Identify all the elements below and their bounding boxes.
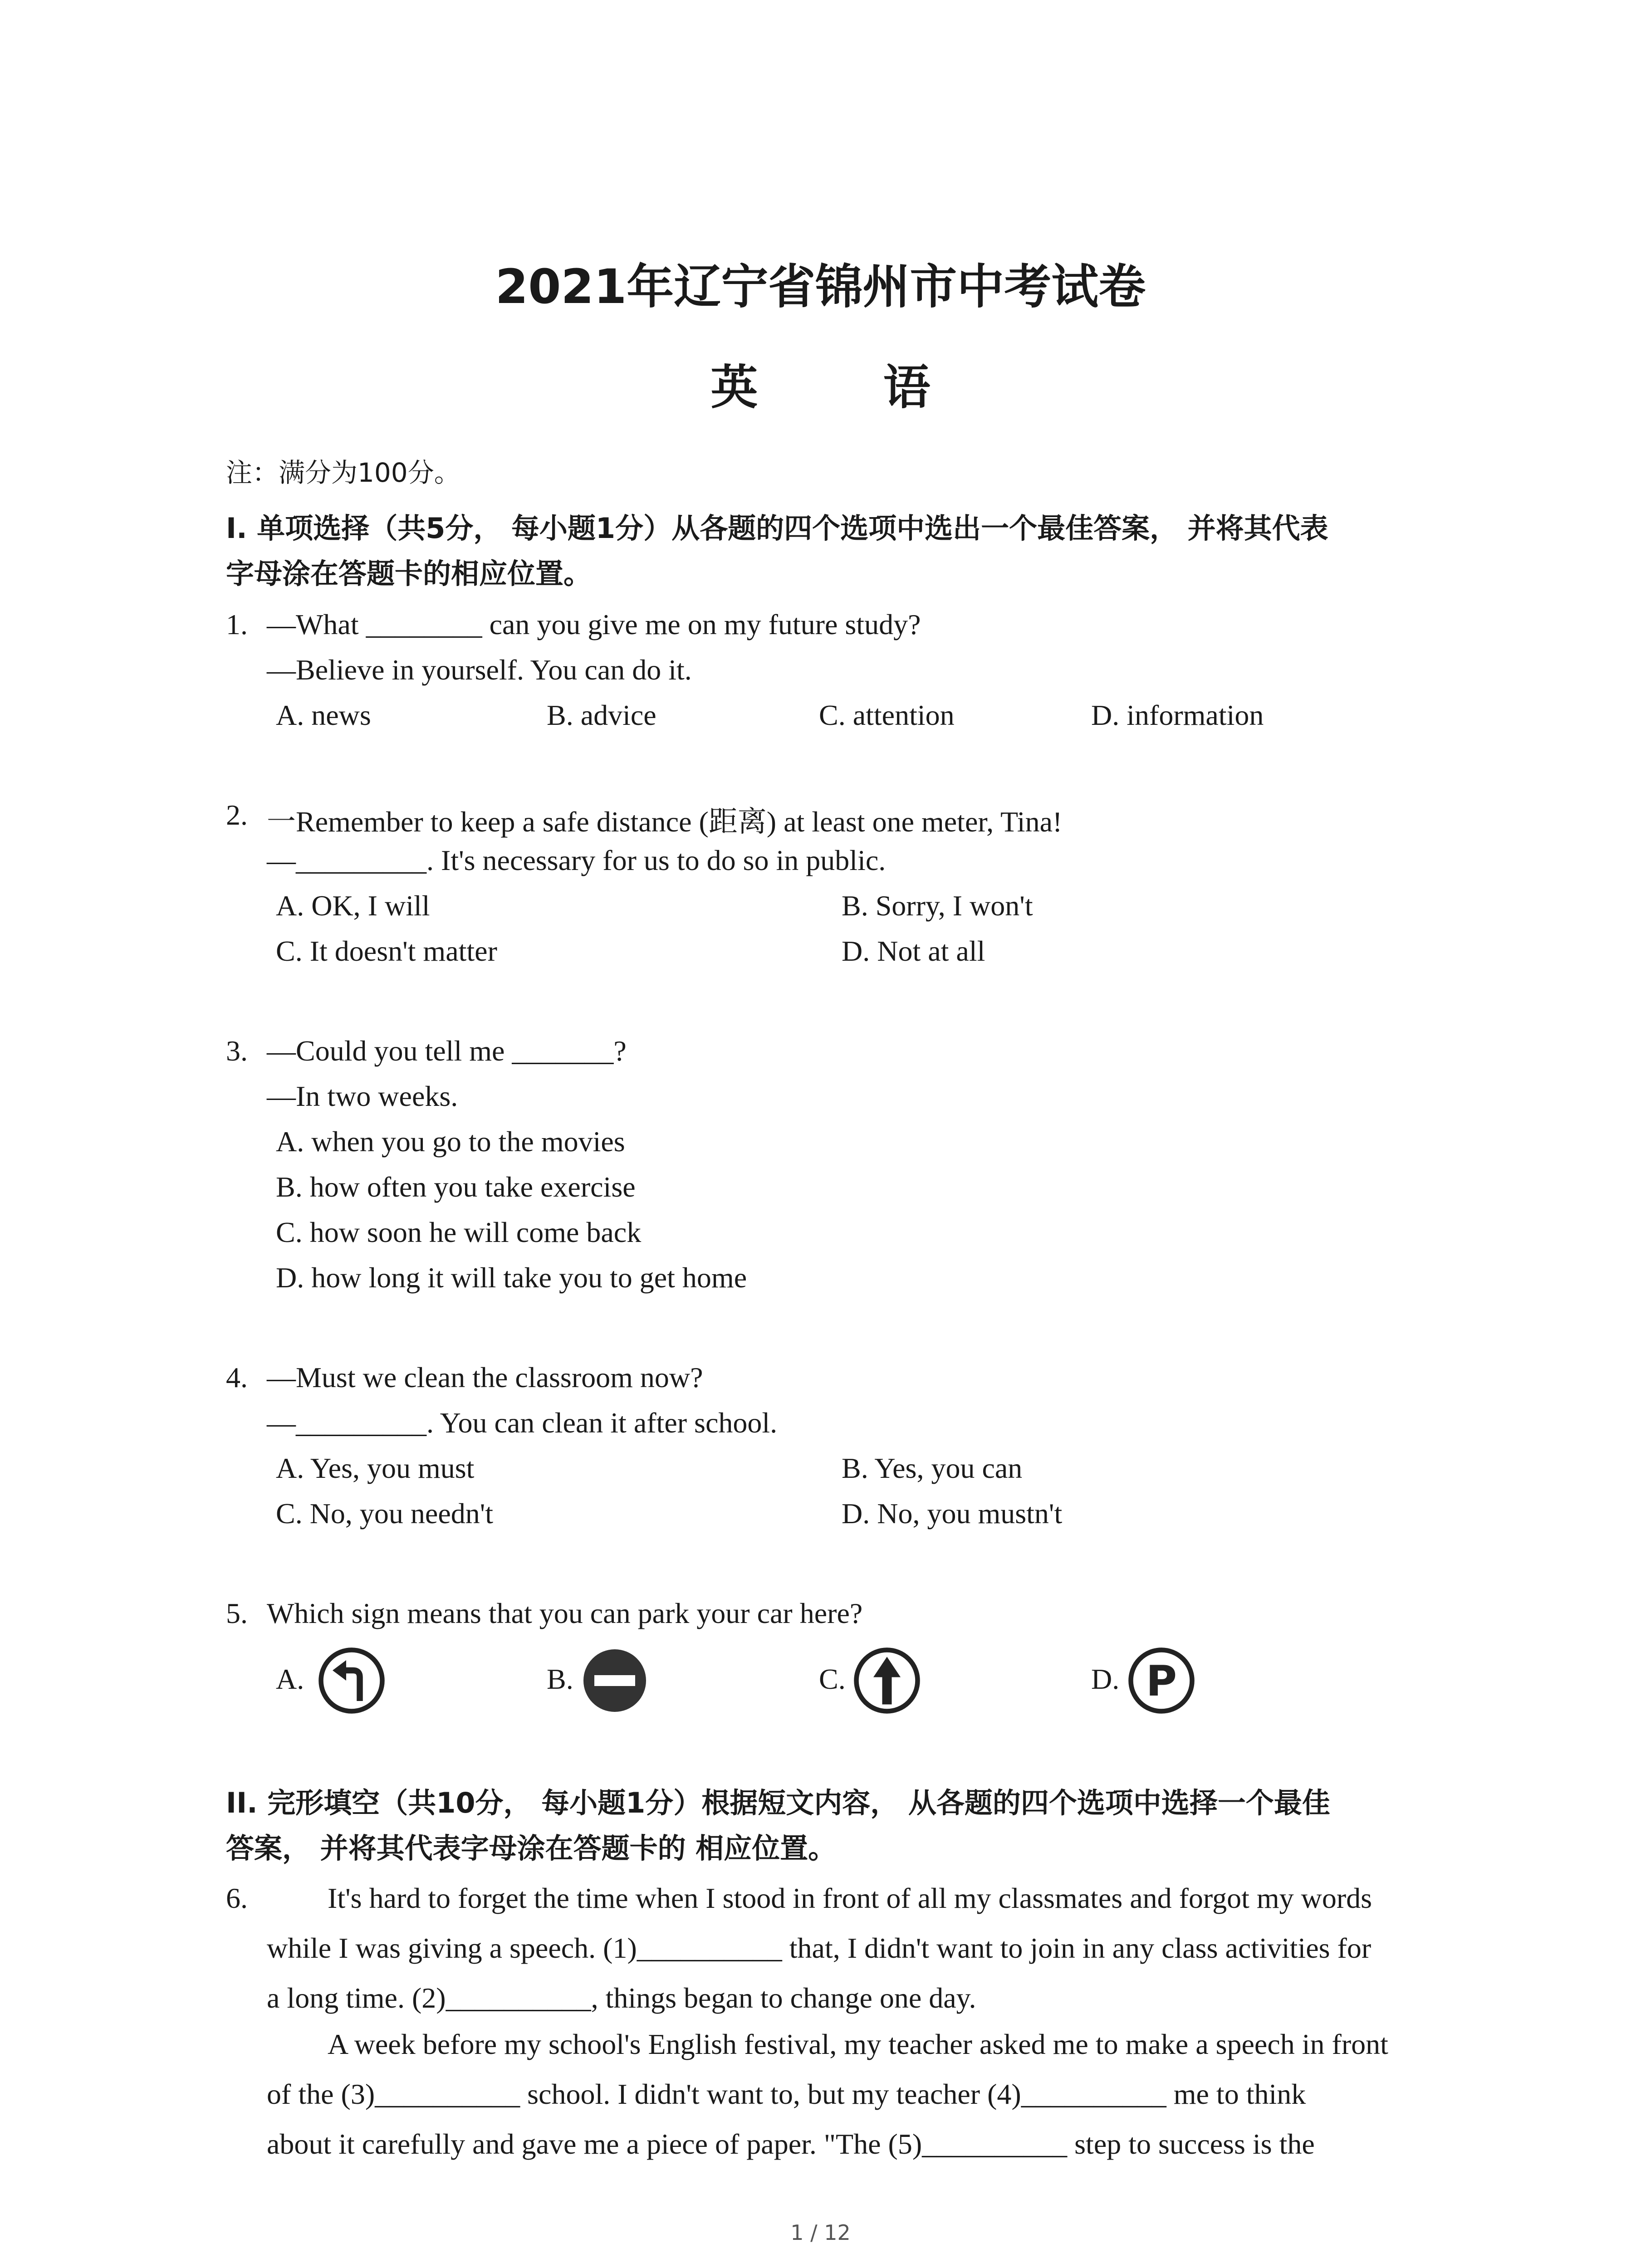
question-1-response: —Believe in yourself. You can do it. <box>267 654 692 686</box>
section-2-instructions <box>226 1780 1451 1871</box>
section-1-instructions <box>226 506 1451 596</box>
question-1-option-d[interactable]: D. information <box>1091 699 1264 731</box>
parking-sign-letter: P <box>1146 1657 1177 1706</box>
question-3-response: —In two weeks. <box>267 1080 458 1112</box>
question-4-response: —_________. You can clean it after school. <box>267 1407 778 1439</box>
passage-line: a long time. (2)__________, things began to change one day. <box>267 1982 976 2014</box>
question-1-option-a[interactable]: A. news <box>276 699 371 731</box>
question-4-option-c[interactable]: C. No, you needn't <box>276 1497 494 1530</box>
question-3-option-c[interactable]: C. how soon he will come back <box>276 1216 642 1248</box>
question-2-option-a[interactable]: A. OK, I will <box>276 890 430 922</box>
page-number: 1 / 12 <box>790 2220 851 2245</box>
question-5-option-a[interactable]: A. <box>276 1663 304 1695</box>
no-entry-sign-icon[interactable] <box>581 1647 649 1715</box>
passage-line: A week before my school's English festival, my teacher asked me to make a speech in front <box>328 2028 1388 2060</box>
question-5-stem: Which sign means that you can park your car here? <box>267 1597 863 1629</box>
subject-title: 英 语 <box>710 360 985 415</box>
question-3-option-d[interactable]: D. how long it will take you to get home <box>276 1261 747 1294</box>
question-5-option-b[interactable]: B. <box>547 1663 573 1695</box>
passage-line: while I was giving a speech. (1)__________ that, I didn't want to join in any class activities for <box>267 1932 1372 1964</box>
question-5-option-c[interactable]: C. <box>819 1663 846 1695</box>
passage-line: It's hard to forget the time when I stood in front of all my classmates and forgot my words <box>328 1882 1372 1914</box>
question-2-option-d[interactable]: D. Not at all <box>842 935 985 967</box>
question-5-option-d[interactable]: D. <box>1091 1663 1120 1695</box>
question-1-stem: —What ________ can you give me on my future study? <box>267 608 921 640</box>
question-2-response: —_________. It's necessary for us to do so in public. <box>267 844 886 876</box>
question-2-option-c[interactable]: C. It doesn't matter <box>276 935 497 967</box>
question-3-option-a[interactable]: A. when you go to the movies <box>276 1125 625 1158</box>
passage-line: about it carefully and gave me a piece of paper. "The (5)__________ step to success is the <box>267 2128 1315 2160</box>
score-note: 注：满分为100分。 <box>226 457 460 488</box>
turn-left-sign-icon[interactable] <box>318 1647 386 1715</box>
question-2-stem: 一Remember to keep a safe distance (距离) at least one meter, Tina! <box>267 806 1063 838</box>
question-6-number: 6. <box>226 1882 248 1914</box>
parking-sign-icon[interactable] <box>1127 1647 1195 1715</box>
question-4-stem: —Must we clean the classroom now? <box>267 1361 703 1393</box>
question-5-number: 5. <box>226 1597 248 1629</box>
section-1-line-2: 字母涂在答题卡的相应位置。 <box>226 557 592 590</box>
question-4-option-d[interactable]: D. No, you mustn't <box>842 1497 1063 1530</box>
question-1-option-c[interactable]: C. attention <box>819 699 955 731</box>
question-1-option-b[interactable]: B. advice <box>547 699 656 731</box>
question-3-number: 3. <box>226 1035 248 1067</box>
passage-line: of the (3)__________ school. I didn't want to, but my teacher (4)__________ me to think <box>267 2078 1306 2110</box>
question-4-option-b[interactable]: B. Yes, you can <box>842 1452 1023 1484</box>
straight-ahead-sign-icon[interactable] <box>853 1647 921 1715</box>
question-2-number: 2. <box>226 799 248 831</box>
section-2-line-1: II. 完形填空（共10分， 每小题1分）根据短文内容， 从各题的四个选项中选择一个最佳 <box>226 1786 1330 1819</box>
question-4-option-a[interactable]: A. Yes, you must <box>276 1452 475 1484</box>
question-1-number: 1. <box>226 608 248 640</box>
section-2-line-2: 答案， 并将其代表字母涂在答题卡的 相应位置。 <box>226 1832 837 1865</box>
question-3-option-b[interactable]: B. how often you take exercise <box>276 1171 636 1203</box>
exam-title: 2021年辽宁省锦州市中考试卷 <box>495 259 1146 314</box>
section-1-line-1: I. 单项选择（共5分， 每小题1分）从各题的四个选项中选出一个最佳答案， 并将其代表 <box>226 512 1328 545</box>
question-4-number: 4. <box>226 1361 248 1393</box>
question-3-stem: —Could you tell me _______? <box>267 1035 627 1067</box>
question-2-option-b[interactable]: B. Sorry, I won't <box>842 890 1033 922</box>
